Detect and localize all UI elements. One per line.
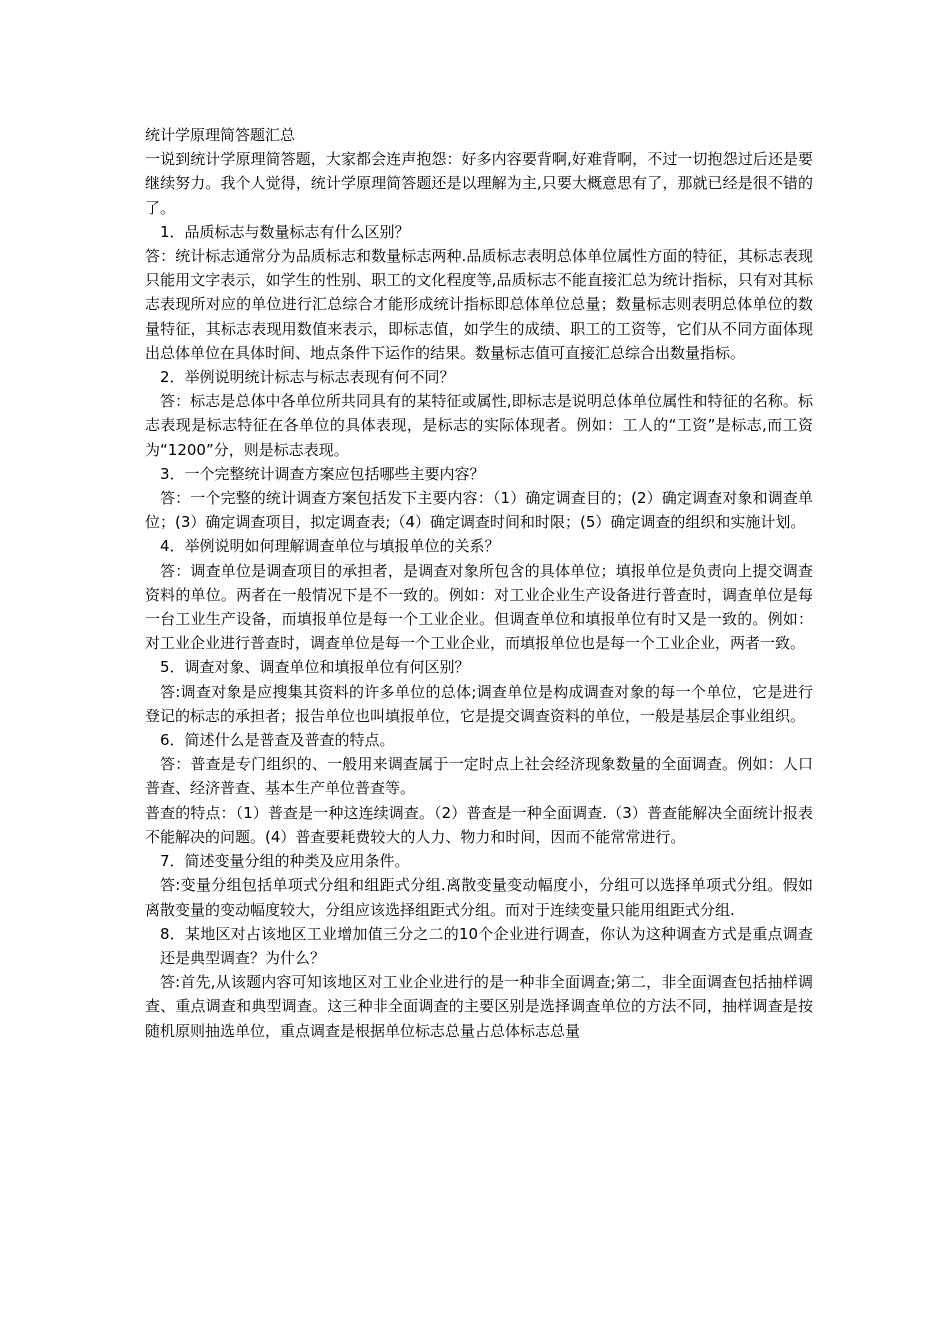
intro-paragraph: 一说到统计学原理简答题，大家都会连声抱怨：好多内容要背啊,好难背啊，不过一切抱怨过后还是要继续努力。我个人觉得，统计学原理简答题还是以理解为主,只要大概意思有了，那就已经是很不错的了。: [145, 150, 813, 217]
answer-4: 答：调查单位是调查项目的承担者，是调查对象所包含的具体单位；填报单位是负责向上提交调查资料的单位。两者在一般情况下是不一致的。例如：对工业企业生产设备进行普查时，调查单位是每一台工业生产设备，而填报单位是每一个工业企业。但调查单位和填报单位有时又是一致的。例如：对工业企业进行普查时，调查单位是每一个工业企业，而填报单位也是每一个工业企业，两者一致。: [145, 561, 813, 653]
document-title: 统计学原理简答题汇总: [145, 126, 296, 144]
question-7: 7．简述变量分组的种类及应用条件。: [160, 852, 410, 871]
answer-1: 答：统计标志通常分为品质标志和数量标志两种.品质标志表明总体单位属性方面的特征，其标志表现只能用文字表示，如学生的性别、职工的文化程度等,品质标志不能直接汇总为统计指标，只有对其标志表现所对应的单位进行汇总综合才能形成统计指标即总体单位总量；数量标志则表明总体单位的数量特征，其标志表现用数值来表示，即标志值，如学生的成绩、职工的工资等，它们从不同方面体现出总体单位在具体时间、地点条件下运作的结果。数量标志值可直接汇总综合出数量指标。: [145, 247, 813, 362]
question-3: 3．一个完整统计调查方案应包括哪些主要内容？: [160, 464, 485, 483]
question-1: 1．品质标志与数量标志有什么区别？: [160, 222, 410, 241]
answer-3: 答：一个完整的统计调查方案包括发下主要内容：（1）确定调查目的；(2）确定调查对象和调查单位；(3）确定调查项目，拟定调查表;（4）确定调查时间和时限；(5）确定调查的组织和实施计划。: [145, 489, 813, 532]
document-body: [145, 123, 813, 1043]
answer-7: 答:变量分组包括单项式分组和组距式分组.离散变量变动幅度小，分组可以选择单项式分组。假如离散变量的变动幅度较大，分组应该选择组距式分组。而对于连续变量只能用组距式分组.: [145, 876, 813, 919]
answer-5: 答:调查对象是应搜集其资料的许多单位的总体;调查单位是构成调查对象的每一个单位，它是进行登记的标志的承担者；报告单位也叫填报单位，它是提交调查资料的单位，一般是基层企事业组织。: [145, 682, 813, 725]
question-5: 5．调查对象、调查单位和填报单位有何区别？: [160, 658, 470, 677]
answer-2: 答：标志是总体中各单位所共同具有的某特征或属性,即标志是说明总体单位属性和特征的名称。标志表现是标志特征在各单位的具体表现，是标志的实际体现者。例如：工人的“工资”是标志,而工资为“1200”分，则是标志表现。: [145, 392, 813, 459]
question-6: 6．简述什么是普查及普查的特点。: [160, 731, 395, 750]
question-4: 4．举例说明如何理解调查单位与填报单位的关系？: [160, 537, 500, 556]
answer-6-part-2: 普查的特点：（1）普查是一种这连续调查。（2）普查是一种全面调查.（3）普查能解决全面统计报表不能解决的问题。(4）普查要耗费较大的人力、物力和时间，因而不能常常进行。: [145, 803, 813, 846]
answer-8: 答:首先,从该题内容可知该地区对工业企业进行的是一种非全面调查;第二，非全面调查包括抽样调查、重点调查和典型调查。这三种非全面调查的主要区别是选择调查单位的方法不同，抽样调查是按随机原则抽选单位，重点调查是根据单位标志总量占总体标志总量: [145, 973, 813, 1040]
answer-6-part-1: 答：普查是专门组织的、一般用来调查属于一定时点上社会经济现象数量的全面调查。例如：人口普查、经济普查、基本生产单位普查等。: [145, 755, 813, 798]
question-2: 2．举例说明统计标志与标志表现有何不同？: [160, 368, 455, 387]
question-8: 8．某地区对占该地区工业增加值三分之二的10个企业进行调查，你认为这种调查方式是重点调查还是典型调查？为什么？: [160, 924, 813, 967]
